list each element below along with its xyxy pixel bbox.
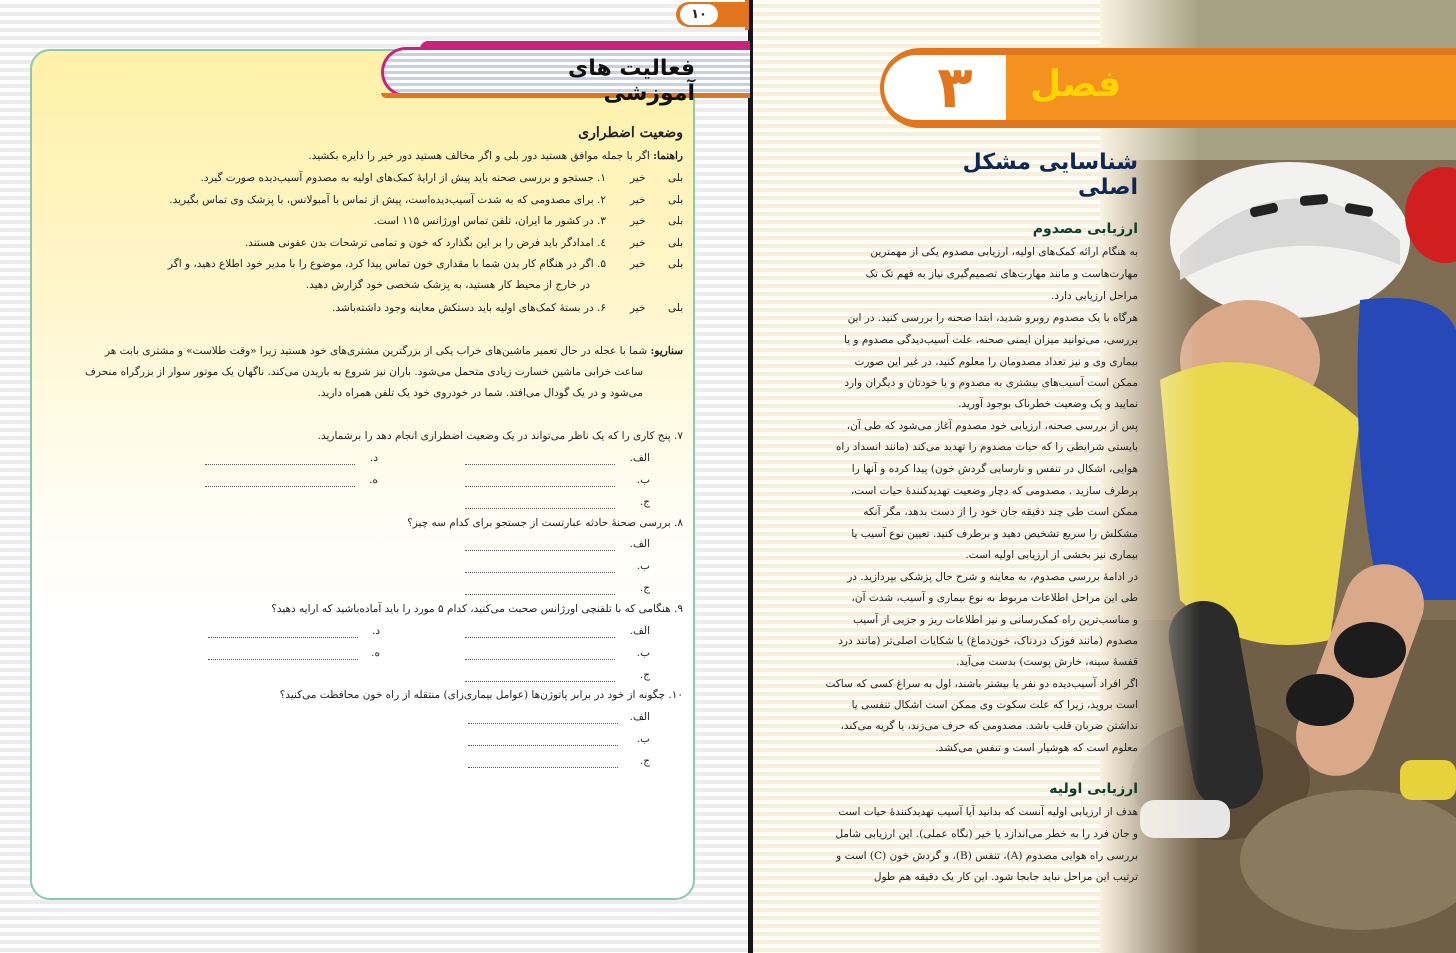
cyclists-photo bbox=[1100, 0, 1456, 953]
tf-item-1: ۱. جستجو و بررسی صحنه باید پیش از ارایهٔ کمک‌های اولیه به مصدوم آسیب‌دیده صورت گیرد. bbox=[200, 172, 606, 184]
body-line: ممکن است طی چند دقیقه جان خود را از دست بدهد، مگر آنکه bbox=[863, 506, 1138, 518]
body-line: بیماری نیز بخشی از ارزیابی اولیه است. bbox=[965, 549, 1138, 561]
answer-label-b: ب. bbox=[636, 474, 650, 486]
body-line: مصدوم (مانند فوزک دردناک، خون‌دماغ) یا شکایات اصلی‌تر (مانند درد bbox=[838, 635, 1138, 647]
answer-line[interactable] bbox=[468, 767, 618, 768]
body-line: و جان فرد را به خطر می‌اندازد یا خیر (نگاه عملی). این ارزیابی شامل bbox=[835, 828, 1138, 840]
answer-line[interactable] bbox=[465, 464, 615, 465]
scenario-line-2: ساعت خرابی ماشین خسارت زیادی متحمل می‌شود. باران نیز شروع به باریدن می‌کند. ناگهان یک موتور سوار از بزرگراه منحرف bbox=[85, 366, 643, 378]
body-line: نداشتن ضربان قلب باشد. مصدومی که حرف می‌زند، یا گریه می‌کند، bbox=[840, 720, 1138, 732]
chapter-number: ۳ bbox=[937, 53, 973, 121]
guide-text: اگر با جمله موافق هستید دور بلی و اگر مخالف هستید دور خیر را دایره بکشید. bbox=[308, 150, 650, 162]
body-line: بررسی، می‌توانید میزان ایمنی صحنه، علت آسیب‌دیدگی مصدوم و یا bbox=[843, 334, 1138, 346]
no-option[interactable]: خیر bbox=[630, 237, 646, 249]
page-number: ۱۰ bbox=[680, 4, 718, 25]
body-line: به هنگام ارائه کمک‌های اولیه، ارزیابی مصدوم یکی از مهمترین bbox=[870, 246, 1138, 258]
body-line: مراحل ارزیابی دارد. bbox=[1051, 290, 1138, 302]
body-line: هدف از ارزیابی اولیه آنست که بدانید آیا آسیب تهدیدکنندهٔ حیات است bbox=[838, 806, 1138, 818]
yes-option[interactable]: بلی bbox=[668, 215, 684, 227]
answer-line[interactable] bbox=[465, 550, 615, 551]
answer-label-a: الف. bbox=[629, 625, 650, 637]
tf-item-2: ۲. برای مصدومی که به شدت آسیب‌دیده‌است، پیش از تماس با آمبولانس، با پزشک وی تماس بگیرید. bbox=[169, 194, 606, 206]
scenario-line-1 bbox=[40, 345, 683, 357]
answer-label-c: ج. bbox=[639, 582, 650, 594]
scenario-label: سناریو: bbox=[650, 345, 683, 357]
answer-line[interactable] bbox=[465, 508, 615, 509]
guide-line bbox=[180, 150, 683, 162]
body-line: ترتیب این مراحل نباید جابجا شود. این کار یک دقیقه هم طول bbox=[873, 871, 1138, 883]
tf-item-6: ۶. در بستهٔ کمک‌های اولیه باید دستکش معاینه وجود داشته‌باشد. bbox=[332, 302, 606, 314]
body-line: طی این مراحل اطلاعات مربوط به نوع بیماری و آسیب، شدت آن، bbox=[851, 592, 1138, 604]
question-10: ۱۰. چگونه از خود در برابر پاتوژن‌ها (عوامل بیماری‌زای) منتقله از راه خون محافظت می‌کنید؟ bbox=[279, 689, 683, 701]
body-line: بررسی راه هوایی مصدوم (A)، تنفس (B)، و گردش خون (C) است و bbox=[836, 850, 1138, 862]
body-line: بایستی شرایطی را که حیات مصدوم را تهدید می‌کند (مانند انسداد راه bbox=[835, 441, 1138, 453]
answer-line[interactable] bbox=[205, 486, 355, 487]
answer-line[interactable] bbox=[208, 659, 358, 660]
tf-item-4: ٤. امدادگر باید فرض را بر این بگذارد که خون و تمامی ترشحات بدن عفونی هستند. bbox=[244, 237, 606, 249]
question-7: ۷. پنج کاری را که یک ناظر می‌تواند در یک وضعیت اضطراری انجام دهد را برشمارید. bbox=[317, 430, 683, 442]
answer-label-e: ه. bbox=[369, 474, 378, 486]
no-option[interactable]: خیر bbox=[630, 302, 646, 314]
assessment-heading: ارزیابی مصدوم bbox=[1032, 221, 1138, 237]
body-line: مشکلش را سریع تشخیص دهید و برطرف کنید. تعیین نوع آسیب یا bbox=[851, 528, 1138, 540]
body-line: اگر افراد آسیب‌دیده دو نفر یا بیشتر باشند، اول به سراغ کسی که ساکت bbox=[825, 678, 1138, 690]
answer-label-c: ج. bbox=[639, 669, 650, 681]
body-line: و مناسب‌ترین راه کمک‌رسانی و نیز اطلاعات ریز و جزیی از آسیب bbox=[852, 614, 1138, 626]
chapter-title: شناسایی مشکل اصلی bbox=[962, 150, 1138, 200]
body-line: مهارت‌هاست و مانند مهارت‌های تصمیم‌گیری نیاز به فهم تک تک bbox=[865, 268, 1138, 280]
tf-item-3: ۳. در کشور ما ایران، تلفن تماس اورژانس ۱۱۵ است. bbox=[373, 215, 606, 227]
answer-line[interactable] bbox=[465, 637, 615, 638]
page-number-tab bbox=[676, 2, 746, 27]
emergency-title: وضعیت اضطراری bbox=[578, 125, 683, 141]
yes-option[interactable]: بلی bbox=[668, 237, 684, 249]
body-line: برطرف سازید . مصدومی که دچار وضعیت تهدیدکنندهٔ حیات است، bbox=[850, 485, 1138, 497]
answer-label-c: ج. bbox=[639, 496, 650, 508]
body-line: هوایی، اشکال در تنفس و نارسایی گردش خون) پیدا کرده و آنها را bbox=[851, 463, 1138, 475]
activity-header-title: فعالیت های آموزشی bbox=[568, 56, 695, 106]
body-line: ممکن است آسیب‌های بیشتری به مصدوم و یا خودتان و دیگران وارد bbox=[844, 377, 1138, 389]
answer-line[interactable] bbox=[465, 659, 615, 660]
answer-label-d: د. bbox=[369, 452, 378, 464]
answer-label-a: الف. bbox=[629, 452, 650, 464]
no-option[interactable]: خیر bbox=[630, 258, 646, 270]
answer-line[interactable] bbox=[465, 681, 615, 682]
answer-label-b: ب. bbox=[636, 560, 650, 572]
body-line: قفسهٔ سینه، خارش پوست) بدست می‌آید. bbox=[956, 656, 1138, 668]
body-line: بیماری وی و نیز تعداد مصدومان را معلوم کنید، در غیر این صورت bbox=[854, 356, 1138, 368]
primary-assessment-heading: ارزیابی اولیه bbox=[1049, 781, 1138, 797]
answer-label-d: د. bbox=[371, 625, 380, 637]
question-9: ۹. هنگامی که با تلفنچی اورژانس صحبت می‌کنید، کدام ۵ مورد را باید آماده‌باشید که ارایه دهید؟ bbox=[271, 603, 683, 615]
body-line: پس از بررسی صحنه، ارزیابی خود مصدوم آغاز می‌شود که طی آن، bbox=[846, 420, 1138, 432]
no-option[interactable]: خیر bbox=[630, 172, 646, 184]
yes-option[interactable]: بلی bbox=[668, 172, 684, 184]
answer-line[interactable] bbox=[468, 723, 618, 724]
scenario-line-3: می‌شود و در یک گودال می‌افتد. شما در خودروی خود یک تلفن همراه دارید. bbox=[317, 387, 643, 399]
body-line: هرگاه با یک مصدوم روبرو شدید، ابتدا صحنه را بررسی کنید. در این bbox=[847, 312, 1138, 324]
answer-label-a: الف. bbox=[629, 538, 650, 550]
answer-label-b: ب. bbox=[636, 647, 650, 659]
scenario-text-1: شما با عجله در حال تعمیر ماشین‌های خراب یکی از بزرگترین مشتری‌های خود هستید زیرا «وقت طلاست» و مشتری بابت هر bbox=[104, 345, 648, 357]
answer-line[interactable] bbox=[205, 464, 355, 465]
answer-label-e: ه. bbox=[371, 647, 380, 659]
body-line: است بروید، زیرا که علت سکوت وی ممکن است اشکال تنفسی یا bbox=[851, 699, 1138, 711]
answer-line[interactable] bbox=[465, 572, 615, 573]
yes-option[interactable]: بلی bbox=[668, 302, 684, 314]
no-option[interactable]: خیر bbox=[630, 215, 646, 227]
answer-label-c: ج. bbox=[639, 755, 650, 767]
tf-item-5: ۵. اگر در هنگام کار بدن شما با مقداری خون تماس پیدا کرد، موضوع را با مدیر خود اطلاع دهید، و اگر bbox=[167, 258, 606, 270]
answer-label-b: ب. bbox=[636, 733, 650, 745]
no-option[interactable]: خیر bbox=[630, 194, 646, 206]
chapter-word: فصل bbox=[1030, 64, 1122, 105]
guide-label: راهنما: bbox=[653, 150, 683, 162]
question-8: ۸. بررسی صحنهٔ حادثه عبارتست از جستجو برای کدام سه چیز؟ bbox=[407, 517, 683, 529]
tf-item-5-cont: در خارج از محیط کار هستید، به پزشک شخصی خود گزارش دهید. bbox=[305, 279, 590, 291]
yes-option[interactable]: بلی bbox=[668, 194, 684, 206]
answer-label-a: الف. bbox=[629, 711, 650, 723]
answer-line[interactable] bbox=[465, 594, 615, 595]
yes-option[interactable]: بلی bbox=[668, 258, 684, 270]
answer-line[interactable] bbox=[208, 637, 358, 638]
body-line: نمایید و یک وضعیت خطرناک بوجود آورید. bbox=[958, 398, 1138, 410]
body-line: در ادامهٔ بررسی مصدوم، به معاینه و شرح حال پزشکی بپردازید. در bbox=[847, 571, 1138, 583]
answer-line[interactable] bbox=[465, 486, 615, 487]
body-line: معلوم است که هوشیار است و تنفس می‌کشد. bbox=[935, 742, 1138, 754]
answer-line[interactable] bbox=[468, 745, 618, 746]
